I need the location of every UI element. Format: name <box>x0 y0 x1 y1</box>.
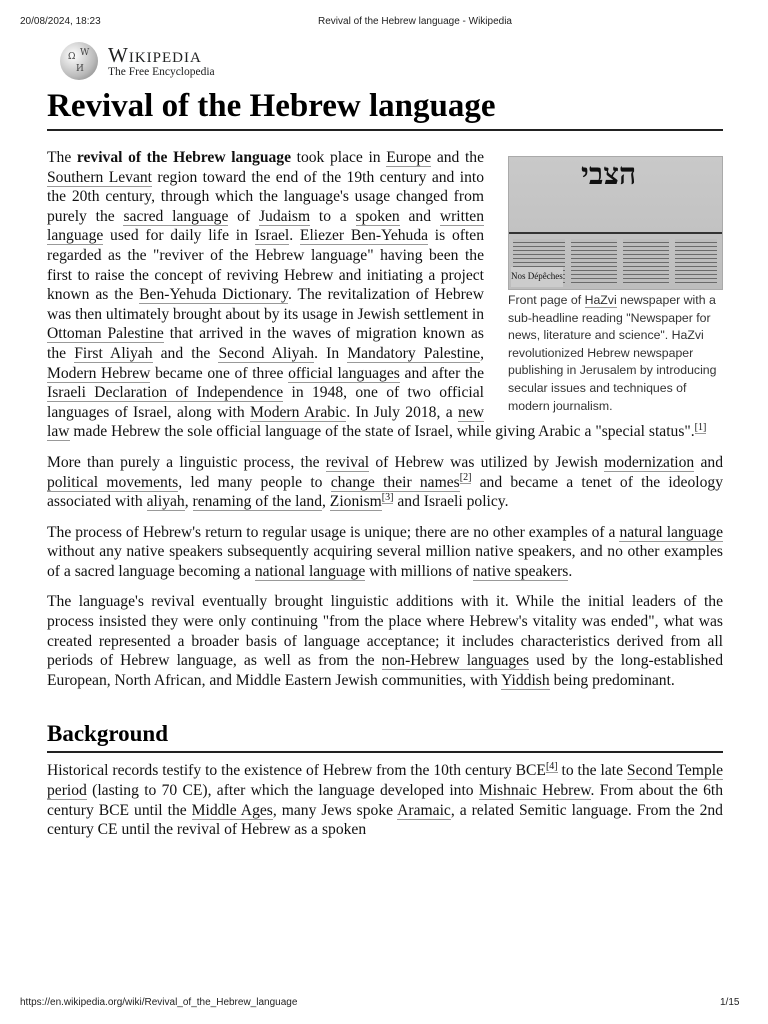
text: that arrived in the waves of migration known as the <box>47 325 484 362</box>
text: The language's revival eventually brought linguistic additions with it. While the initial leaders of the process insisted they were only continuing "from the place where Hebrew's vitality was ended", what was created represented a broader basis of language acceptance; it includes characteristics derived from all periods of Hebrew language, as well as from the <box>47 593 723 670</box>
article-link[interactable]: Ottoman Palestine <box>47 325 164 343</box>
text: , <box>322 493 330 511</box>
article-link[interactable]: HaZvi <box>584 293 617 307</box>
figure-caption <box>508 292 721 415</box>
article-link[interactable]: Europe <box>386 149 432 166</box>
article-link[interactable]: Judaism <box>258 207 311 225</box>
text: became one of three <box>150 364 289 382</box>
text: without any native speakers subsequently acquiring several million native speakers, and no other examples of a sacred language becoming a <box>47 543 723 580</box>
text: The process of Hebrew's return to regular usage is unique; there are no other examples of a <box>47 523 620 541</box>
wikipedia-globe-icon: Ω W И <box>60 42 98 80</box>
text: and <box>399 207 440 225</box>
text: took place in <box>291 149 387 166</box>
article-link[interactable]: Eliezer Ben-Yehuda <box>299 227 429 245</box>
article-link[interactable]: Israel <box>254 227 290 245</box>
text: to the late <box>557 762 627 780</box>
text: . <box>568 562 573 580</box>
text: and after the <box>399 364 484 382</box>
article-link[interactable]: renaming of the land <box>192 493 322 511</box>
article-link[interactable]: spoken <box>355 207 400 225</box>
text: of Hebrew was utilized by Jewish <box>369 453 605 471</box>
print-page-title: Revival of the Hebrew language - Wikipedia <box>318 16 512 27</box>
print-url: https://en.wikipedia.org/wiki/Revival_of_the_Hebrew_language <box>20 997 298 1008</box>
text: The <box>47 149 77 166</box>
text: in 1948, one of two official languages of Israel, along with <box>47 384 484 421</box>
text: . In <box>314 344 348 362</box>
citation[interactable] <box>695 422 707 434</box>
text: . From about the 6th century BCE until the <box>47 782 723 819</box>
article-link[interactable]: Modern Hebrew <box>47 364 151 382</box>
text: made Hebrew the sole official language of the state of Israel, while giving Arabic a "special status". <box>69 423 695 441</box>
paragraph <box>47 592 723 690</box>
text: used by the long-established European, North African, and Middle Eastern Jewish communities, with <box>47 652 723 689</box>
article-link[interactable]: Second Temple period <box>47 762 723 800</box>
text: , <box>480 344 485 362</box>
text: and the <box>431 149 484 166</box>
text: , <box>184 493 193 511</box>
text: of <box>228 207 259 225</box>
article-link[interactable]: First Aliyah <box>74 344 153 362</box>
text: . In July 2018, a <box>346 403 459 421</box>
citation-link[interactable]: [2] <box>459 472 472 484</box>
text: , many Jews spoke <box>272 801 398 819</box>
article-link[interactable]: national language <box>254 562 366 580</box>
article-link[interactable]: Modern Arabic <box>250 403 347 421</box>
paragraph <box>47 453 723 512</box>
article-link[interactable]: aliyah <box>146 493 185 511</box>
article-link[interactable]: Ben-Yehuda Dictionary <box>139 286 288 304</box>
article-link[interactable]: Second Aliyah <box>218 344 315 362</box>
citation[interactable] <box>460 472 472 484</box>
wordmark: Wikipedia <box>108 42 202 67</box>
text: is often regarded as the "reviver of the Hebrew language" having been the first to raise the concept of reviving Hebrew and initiating a project known as the <box>47 227 484 304</box>
article-link[interactable]: change their names <box>330 473 460 491</box>
article-content <box>47 148 723 851</box>
text: and became a tenet of the ideology associated with <box>47 473 723 511</box>
article-link[interactable]: Southern Levant <box>47 168 153 186</box>
article-link[interactable]: Mishnaic Hebrew <box>478 782 591 800</box>
text: . <box>289 227 300 245</box>
article-link[interactable]: native speakers <box>472 562 569 580</box>
citation[interactable] <box>546 761 558 773</box>
article-link[interactable]: modernization <box>604 453 695 471</box>
section-heading-background: Background <box>47 720 723 753</box>
newspaper-masthead: הצבי <box>581 157 637 192</box>
citation-link[interactable]: [4] <box>545 761 558 773</box>
text: with millions of <box>365 562 473 580</box>
tagline: The Free Encyclopedia <box>108 65 215 78</box>
text: and the <box>152 344 219 362</box>
article-link[interactable]: official languages <box>288 364 400 382</box>
text: More than purely a linguistic process, the <box>47 453 326 471</box>
print-page-number: 1/15 <box>720 997 740 1008</box>
article-link[interactable]: written language <box>47 207 484 245</box>
text: newspaper with a sub-headline reading "Newspaper for news, literature and science". HaZvi revolutionized Hebrew newspaper publishing in Jerusalem by introducing secular issues and techniques of modern journalism. <box>508 293 717 413</box>
text: (lasting to 70 CE), after which the language developed into <box>86 782 479 800</box>
text: and <box>694 453 723 471</box>
text: , led many people to <box>178 473 331 491</box>
article-link[interactable]: non-Hebrew languages <box>381 652 530 670</box>
article-link[interactable]: Middle Ages <box>191 801 273 819</box>
article-link[interactable]: natural language <box>619 523 723 541</box>
citation[interactable] <box>382 492 394 504</box>
figure-hazvi <box>508 156 721 415</box>
article-link[interactable]: Mandatory Palestine <box>347 344 481 362</box>
article-link[interactable]: sacred language <box>123 207 229 225</box>
text: Historical records testify to the existence of Hebrew from the 10th century BCE <box>47 762 546 780</box>
article-link[interactable]: Aramaic <box>397 801 451 819</box>
hazvi-newspaper-image[interactable] <box>508 156 723 290</box>
paragraph <box>47 523 723 582</box>
article-link[interactable]: Zionism <box>329 493 382 511</box>
text: used for daily life in <box>103 227 255 245</box>
article-link[interactable]: Israeli Declaration of Independence <box>47 384 284 402</box>
text: being predominant. <box>549 671 675 689</box>
newspaper-corner-label: Nos Dépêches <box>511 267 563 287</box>
text: and Israeli policy. <box>393 493 509 511</box>
text: . The revitalization of Hebrew was then ultimately brought about by its usage in Jewish settlement in <box>47 286 484 323</box>
article-link[interactable]: revival <box>325 453 370 471</box>
text: , a related Semitic language. From the 2nd century CE until the revival of Hebrew as a spoken <box>47 801 723 839</box>
bold-term: revival of the Hebrew language <box>76 149 292 166</box>
article-link[interactable]: Yiddish <box>501 671 550 689</box>
page-title: Revival of the Hebrew language <box>47 86 723 131</box>
text: Front page of <box>508 293 585 307</box>
text: region toward the end of the 19th century and into the 20th century, through which the language's usage changed from purely the <box>47 168 485 225</box>
article-link[interactable]: political movements <box>47 473 179 491</box>
citation-link[interactable]: [3] <box>381 491 394 503</box>
citation-link[interactable]: [1] <box>694 422 707 434</box>
print-datetime: 20/08/2024, 18:23 <box>20 16 101 27</box>
paragraph <box>47 761 723 839</box>
text: to a <box>310 207 356 225</box>
article-link[interactable]: new law <box>47 403 484 441</box>
wikipedia-logo[interactable] <box>60 42 215 80</box>
